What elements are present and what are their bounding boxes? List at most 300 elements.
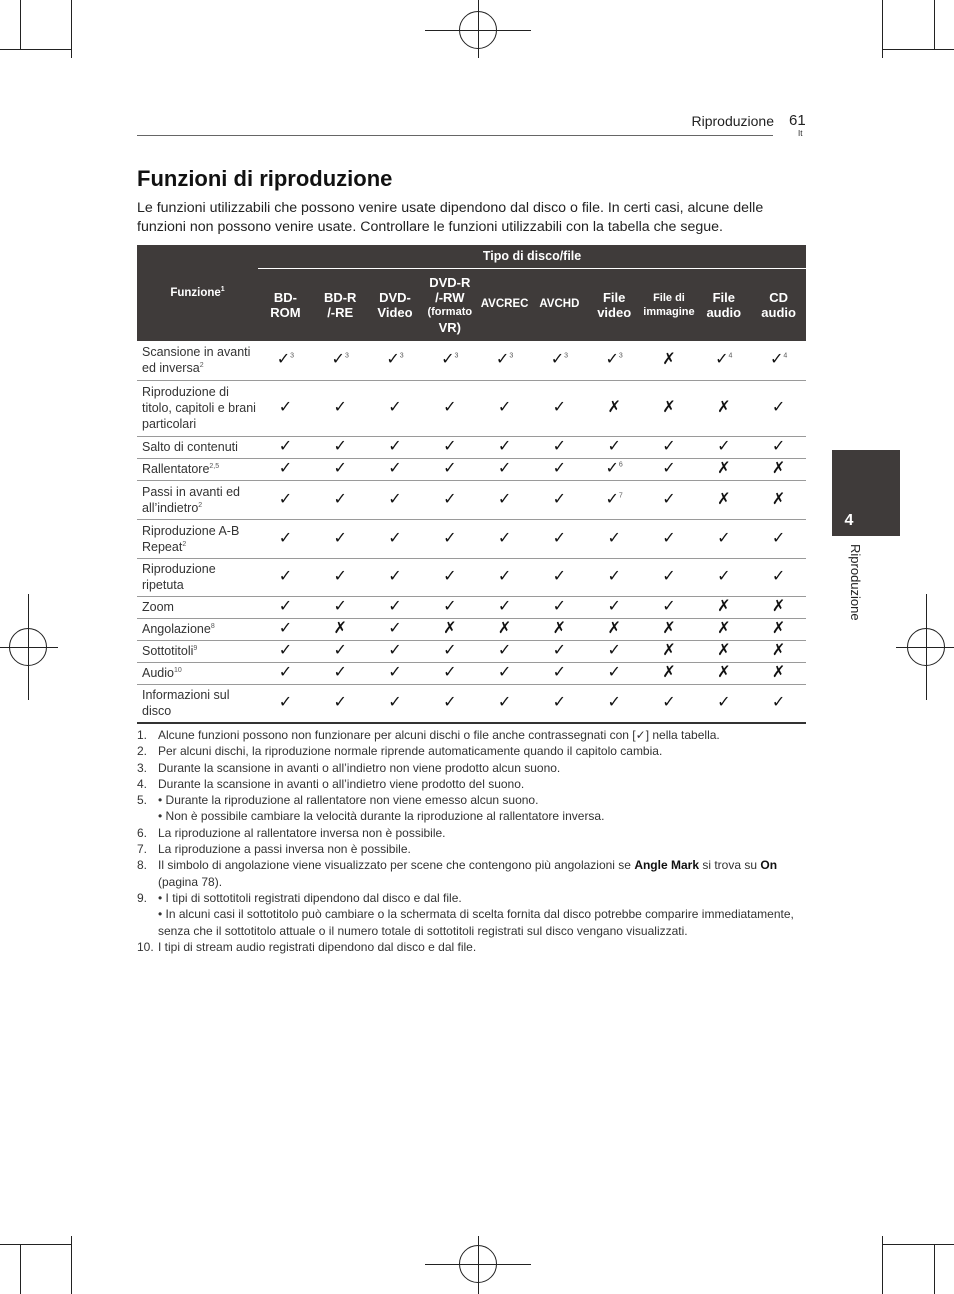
check-mark-icon: ✓ (333, 642, 347, 659)
support-cell (587, 519, 642, 558)
check-mark-icon: ✓ (333, 694, 347, 712)
support-cell (313, 519, 368, 558)
support-cell (696, 558, 751, 596)
support-cell (532, 480, 587, 519)
cross-mark-icon: ✗ (717, 490, 731, 508)
column-header-line: DVD- (379, 289, 411, 305)
function-label (137, 341, 258, 380)
support-cell (642, 380, 697, 436)
support-cell (532, 662, 587, 684)
column-header (313, 268, 368, 341)
check-mark-icon: ✓ (333, 568, 347, 585)
setting-value: On (760, 858, 778, 873)
footnote-text: Durante la scansione in avanti o all’indietro viene prodotto del suono. (158, 776, 525, 791)
footnotes (137, 727, 809, 955)
column-header-line: immagine (643, 305, 695, 318)
support-cell (258, 341, 313, 380)
check-mark-icon: ✓ (607, 568, 621, 585)
table-row (137, 519, 806, 558)
function-label-text: Passi in avanti ed all’indietro (142, 484, 240, 515)
support-cell (258, 640, 313, 662)
check-mark-icon: ✓ (662, 438, 676, 455)
footnote-number: 6. (137, 825, 148, 840)
support-cell (422, 684, 477, 723)
check-mark-icon: ✓ (333, 598, 347, 615)
column-header (532, 268, 587, 341)
check-mark-icon: ✓ (388, 529, 402, 547)
footnote-number: 4. (137, 776, 148, 791)
footnote-subtext: • Non è possibile cambiare la velocità durante la riproduzione al rallentatore inversa. (158, 809, 605, 824)
page-title: Funzioni di riproduzione (137, 166, 393, 191)
support-cell (313, 458, 368, 480)
check-mark-icon: ✓ (552, 568, 567, 585)
support-cell (258, 684, 313, 723)
column-header (696, 268, 751, 341)
cross-mark-icon: ✗ (607, 399, 621, 416)
check-mark-icon: ✓ (607, 694, 621, 712)
footnote-item (137, 857, 809, 890)
column-header-line: CD (769, 289, 789, 305)
header-rule (137, 135, 773, 136)
check-mark-icon: ✓ (278, 460, 293, 477)
support-cell (751, 458, 806, 480)
footnote-text: Il simbolo di angolazione viene visualizzato per scene che contengono più angolazioni se (158, 858, 635, 873)
check-mark-icon: ✓ (497, 529, 512, 547)
check-mark-icon: ✓ (607, 529, 621, 547)
check-mark-icon: ✓ (497, 568, 512, 585)
check-mark-icon: ✓ (497, 694, 512, 712)
footnote-text: si trova su (699, 858, 761, 873)
support-cell (587, 596, 642, 618)
footnote-text: Alcune funzioni possono non funzionare per alcuni dischi o file anche contrassegnati con [✓] nella tabella. (158, 728, 720, 742)
support-cell (258, 380, 313, 436)
support-cell (532, 458, 587, 480)
cross-mark-icon: ✗ (771, 460, 786, 477)
support-cell (696, 436, 751, 458)
footnote-text: Durante la scansione in avanti o all’indietro non viene prodotto alcun suono. (158, 760, 561, 775)
support-cell (751, 596, 806, 618)
cross-mark-icon: ✗ (717, 620, 731, 637)
support-cell (642, 436, 697, 458)
function-label-text: Angolazione (142, 622, 211, 636)
support-cell (642, 519, 697, 558)
support-cell (696, 519, 751, 558)
check-mark-icon: ✓ (552, 438, 567, 455)
support-cell (422, 480, 477, 519)
footnote-ref: 3 (290, 352, 295, 360)
table-row (137, 341, 806, 380)
function-label (137, 380, 258, 436)
column-header-line: AVCHD (539, 298, 580, 311)
support-cell (422, 618, 477, 640)
table-row (137, 640, 806, 662)
check-mark-icon: ✓ (662, 568, 676, 585)
check-mark-icon: ✓ (388, 598, 402, 615)
footnote-text: • I tipi di sottotitoli registrati dipendono dal disco e dal file. (158, 890, 462, 905)
check-mark-icon: ✓ (278, 620, 293, 637)
column-header-line: File (712, 289, 735, 305)
table-row (137, 618, 806, 640)
check-mark-icon: ✓ (333, 460, 347, 477)
footnote-number: 5. (137, 793, 148, 808)
function-label (137, 436, 258, 458)
check-mark-icon: ✓ (497, 598, 512, 615)
check-mark-icon: ✓ (333, 399, 347, 416)
column-header-line: BD- (273, 289, 297, 305)
check-mark-icon: ✓ (443, 438, 457, 455)
check-mark-icon: ✓ (771, 529, 786, 547)
table-row (137, 380, 806, 436)
support-cell (642, 558, 697, 596)
cross-mark-icon: ✗ (662, 399, 676, 416)
table-row (137, 458, 806, 480)
check-mark-icon: ✓ (278, 664, 293, 681)
support-cell (422, 558, 477, 596)
support-cell (696, 480, 751, 519)
footnote-text: I tipi di stream audio registrati dipendono dal disco e dal file. (158, 939, 477, 954)
check-mark-icon: ✓ (717, 694, 731, 712)
function-label-text: Scansione in avanti ed inversa (142, 345, 251, 376)
support-cell (258, 458, 313, 480)
column-header-line: /-RW (435, 289, 465, 305)
support-cell (696, 380, 751, 436)
check-mark-icon: ✓ (388, 642, 402, 659)
cross-mark-icon: ✗ (771, 620, 786, 637)
support-cell (313, 640, 368, 662)
support-cell (368, 684, 423, 723)
check-mark-icon: ✓ (443, 529, 457, 547)
check-mark-icon: ✓ (278, 438, 293, 455)
check-mark-icon: ✓ (605, 460, 619, 477)
support-cell (751, 558, 806, 596)
function-label-text: Riproduzione di titolo, capitoli e brani particolari (142, 385, 256, 431)
support-cell (368, 640, 423, 662)
check-mark-icon: ✓ (443, 642, 457, 659)
footnote-number: 7. (137, 842, 148, 857)
support-cell (422, 436, 477, 458)
column-header-line: ROM (270, 304, 301, 320)
cross-mark-icon: ✗ (771, 490, 786, 508)
support-cell (477, 640, 532, 662)
features-table (137, 245, 806, 724)
support-cell (368, 662, 423, 684)
support-cell (422, 458, 477, 480)
check-mark-icon: ✓ (497, 438, 512, 455)
support-cell (751, 684, 806, 723)
table-row (137, 480, 806, 519)
support-cell (368, 436, 423, 458)
function-label-text: Riproduzione A-B Repeat (142, 523, 240, 554)
footnote-ref: 7 (618, 492, 623, 500)
footnote-text: (pagina 78). (158, 874, 223, 889)
support-cell (587, 458, 642, 480)
check-mark-icon: ✓ (443, 694, 457, 712)
footnote-number: 3. (137, 760, 148, 775)
column-header (422, 268, 477, 341)
cross-mark-icon: ✗ (771, 598, 786, 615)
cross-mark-icon: ✗ (662, 664, 676, 681)
table-row (137, 558, 806, 596)
support-cell (642, 458, 697, 480)
cross-mark-icon: ✗ (771, 664, 786, 681)
support-cell (642, 684, 697, 723)
cross-mark-icon: ✗ (771, 642, 786, 659)
table-row (137, 436, 806, 458)
support-cell (532, 519, 587, 558)
footnote-ref: 3 (454, 352, 459, 360)
table-row (137, 662, 806, 684)
cross-mark-icon: ✗ (662, 351, 676, 369)
support-cell (313, 618, 368, 640)
check-mark-icon: ✓ (497, 460, 512, 477)
footnote-ref: 3 (509, 352, 514, 360)
support-cell (313, 684, 368, 723)
check-mark-icon: ✓ (388, 460, 402, 477)
check-mark-icon: ✓ (717, 568, 731, 585)
support-cell (587, 618, 642, 640)
footnote-ref: 3 (618, 352, 623, 360)
check-mark-icon: ✓ (388, 620, 402, 637)
check-mark-icon: ✓ (278, 399, 293, 416)
footnote-text: La riproduzione a passi inversa non è possibile. (158, 842, 411, 857)
check-mark-icon: ✓ (278, 694, 293, 712)
support-cell (751, 640, 806, 662)
footnote-number: 1. (137, 728, 148, 742)
support-cell (696, 662, 751, 684)
support-cell (642, 341, 697, 380)
check-mark-icon: ✓ (497, 642, 512, 659)
check-mark-icon: ✓ (443, 598, 457, 615)
support-cell (313, 341, 368, 380)
chapter-label: Riproduzione (848, 544, 863, 621)
support-cell (368, 458, 423, 480)
setting-name: Angle Mark (634, 858, 699, 873)
column-header (477, 268, 532, 341)
footnote-item (137, 776, 809, 792)
support-cell (422, 640, 477, 662)
cross-mark-icon: ✗ (717, 598, 731, 615)
support-cell (532, 380, 587, 436)
check-mark-icon: ✓ (552, 694, 567, 712)
support-cell (258, 596, 313, 618)
check-mark-icon: ✓ (278, 490, 293, 508)
support-cell (532, 341, 587, 380)
support-cell (477, 558, 532, 596)
check-mark-icon: ✓ (552, 642, 567, 659)
check-mark-icon: ✓ (441, 351, 455, 369)
footnote-number: 8. (137, 858, 148, 873)
column-header-line: audio (761, 304, 796, 320)
running-header-section: Riproduzione (691, 113, 774, 129)
check-mark-icon: ✓ (607, 642, 621, 659)
cross-mark-icon: ✗ (662, 642, 676, 659)
support-cell (751, 436, 806, 458)
support-cell (642, 480, 697, 519)
footnote-ref: 2,5 (209, 462, 220, 470)
support-cell (532, 596, 587, 618)
cross-mark-icon: ✗ (717, 664, 731, 681)
check-mark-icon: ✓ (278, 529, 293, 547)
support-cell (587, 380, 642, 436)
support-cell (696, 618, 751, 640)
support-cell (477, 341, 532, 380)
support-cell (532, 684, 587, 723)
function-label-text: Informazioni sul disco (142, 688, 230, 719)
check-mark-icon: ✓ (771, 438, 786, 455)
check-mark-icon: ✓ (662, 598, 676, 615)
intro-paragraph: Le funzioni utilizzabili che possono venire usate dipendono dal disco o file. In certi casi, alcune delle funzioni non possono venire usate. Controllare le funzioni utilizzabili con la tabella che segue. (137, 200, 764, 235)
support-cell (587, 662, 642, 684)
footnote-item (137, 841, 809, 857)
support-cell (587, 341, 642, 380)
support-cell (313, 558, 368, 596)
check-mark-icon: ✓ (497, 664, 512, 681)
check-mark-icon: ✓ (717, 438, 731, 455)
support-cell (642, 662, 697, 684)
support-cell (751, 380, 806, 436)
language-code: It (798, 129, 803, 138)
support-cell (532, 558, 587, 596)
check-mark-icon: ✓ (443, 664, 457, 681)
support-cell (587, 480, 642, 519)
footnote-ref: 2 (199, 362, 204, 370)
function-label (137, 662, 258, 684)
check-mark-icon: ✓ (331, 351, 345, 369)
footnote-ref: 2 (182, 540, 187, 548)
footnote-ref: 8 (210, 622, 215, 630)
support-cell (422, 380, 477, 436)
check-mark-icon: ✓ (333, 438, 347, 455)
function-label-text: Riproduzione ripetuta (142, 562, 216, 592)
column-header (751, 268, 806, 341)
footnote-ref: 2 (198, 501, 203, 509)
footnote-item (137, 727, 809, 743)
table-row (137, 596, 806, 618)
check-mark-icon: ✓ (443, 568, 457, 585)
support-cell (751, 618, 806, 640)
footnote-ref: 6 (618, 461, 623, 469)
support-cell (368, 596, 423, 618)
cross-mark-icon: ✗ (443, 620, 457, 637)
support-cell (368, 558, 423, 596)
cross-mark-icon: ✗ (333, 620, 347, 637)
check-mark-icon: ✓ (443, 460, 457, 477)
support-cell (368, 341, 423, 380)
check-mark-icon: ✓ (552, 460, 567, 477)
check-mark-icon: ✓ (388, 694, 402, 712)
check-mark-icon: ✓ (497, 490, 512, 508)
function-label (137, 519, 258, 558)
support-cell (477, 380, 532, 436)
check-mark-icon: ✓ (386, 351, 400, 369)
check-mark-icon: ✓ (662, 460, 676, 477)
check-mark-icon: ✓ (607, 598, 621, 615)
column-header (258, 268, 313, 341)
support-cell (751, 480, 806, 519)
column-header-line: VR) (438, 319, 461, 335)
support-cell (258, 618, 313, 640)
support-cell (642, 596, 697, 618)
function-label (137, 480, 258, 519)
check-mark-icon: ✓ (607, 438, 621, 455)
support-cell (368, 380, 423, 436)
support-cell (258, 436, 313, 458)
column-header-line: (formato (427, 305, 473, 318)
column-header (642, 268, 697, 341)
check-mark-icon: ✓ (388, 399, 402, 416)
support-cell (313, 662, 368, 684)
function-label-text: Zoom (142, 600, 174, 614)
support-cell (422, 341, 477, 380)
column-header-line: DVD-R (429, 274, 471, 290)
cross-mark-icon: ✗ (717, 642, 731, 659)
footnote-ref: 4 (783, 352, 788, 360)
check-mark-icon: ✓ (333, 490, 347, 508)
support-cell (368, 618, 423, 640)
support-cell (696, 458, 751, 480)
check-mark-icon: ✓ (388, 664, 402, 681)
column-header-line: AVCREC (480, 298, 529, 311)
check-mark-icon: ✓ (605, 490, 619, 508)
check-mark-icon: ✓ (278, 642, 293, 659)
page-number: 61 (789, 112, 806, 129)
footnote-ref: 3 (344, 352, 349, 360)
function-label-text: Rallentatore (142, 462, 210, 476)
support-cell (532, 618, 587, 640)
check-mark-icon: ✓ (552, 529, 567, 547)
footnote-ref: 9 (193, 644, 198, 652)
column-header-line: Video (377, 304, 413, 320)
check-mark-icon: ✓ (550, 351, 565, 369)
check-mark-icon: ✓ (662, 694, 676, 712)
support-cell (422, 662, 477, 684)
support-cell (751, 341, 806, 380)
cross-mark-icon: ✗ (497, 620, 512, 637)
check-mark-icon: ✓ (552, 490, 567, 508)
column-header (587, 268, 642, 341)
support-cell (477, 596, 532, 618)
support-cell (696, 684, 751, 723)
support-cell (477, 436, 532, 458)
column-header-line: BD-R (323, 289, 357, 305)
chapter-number: 4 (844, 512, 854, 529)
support-cell (696, 640, 751, 662)
check-mark-icon: ✓ (769, 351, 784, 369)
support-cell (313, 480, 368, 519)
support-cell (642, 640, 697, 662)
function-label (137, 596, 258, 618)
check-mark-icon: ✓ (552, 664, 567, 681)
support-cell (532, 640, 587, 662)
footnote-ref: 3 (399, 352, 404, 360)
check-mark-icon: ✓ (278, 568, 293, 585)
support-cell (258, 558, 313, 596)
footnote-ref: 4 (728, 352, 733, 360)
support-cell (368, 480, 423, 519)
function-label (137, 640, 258, 662)
support-cell (258, 519, 313, 558)
check-mark-icon: ✓ (443, 490, 457, 508)
column-header-line: audio (706, 304, 742, 320)
footnote-item (137, 792, 809, 825)
function-label-text: Sottotitoli (142, 644, 194, 658)
support-cell (587, 640, 642, 662)
check-mark-icon: ✓ (276, 351, 291, 369)
footnote-text: • Durante la riproduzione al rallentatore non viene emesso alcun suono. (158, 793, 539, 808)
support-cell (313, 380, 368, 436)
check-mark-icon: ✓ (771, 568, 786, 585)
footnote-ref: 10 (173, 666, 182, 674)
